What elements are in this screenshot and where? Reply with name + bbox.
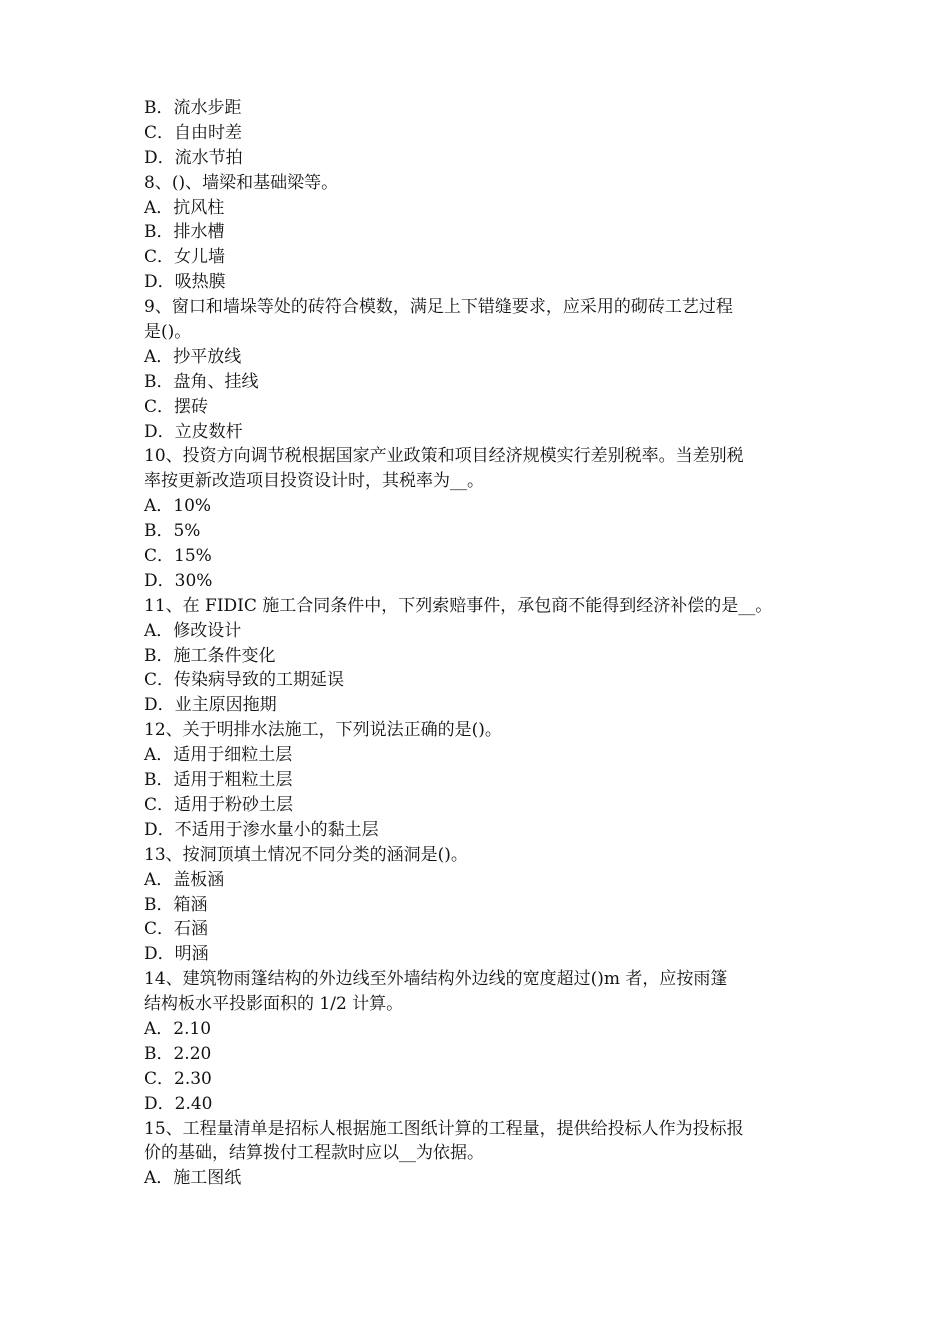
- option-line: D．吸热膜: [144, 272, 226, 293]
- option-line: A．10%: [144, 496, 212, 517]
- option-line: A．适用于细粒土层: [144, 745, 293, 766]
- option-line: C．2.30: [144, 1068, 212, 1089]
- question-10-stem-cont: 率按更新改造项目投资设计时，其税率为__。: [144, 471, 484, 492]
- option-line: C．自由时差: [144, 122, 243, 143]
- option-line: B．5%: [144, 521, 201, 542]
- document-page: [144, 96, 814, 1191]
- option-line: D．30%: [144, 570, 213, 591]
- option-line: A．抄平放线: [144, 346, 242, 367]
- option-line: B．盘角、挂线: [144, 371, 259, 392]
- question-11-stem: 11、在 FIDIC 施工合同条件中，下列索赔事件，承包商不能得到经济补偿的是__。: [144, 595, 773, 616]
- option-line: B．排水槽: [144, 222, 225, 243]
- option-line: D．立皮数杆: [144, 421, 243, 442]
- question-13-stem: 13、按洞顶填土情况不同分类的涵洞是()。: [144, 844, 468, 865]
- option-line: B．适用于粗粒土层: [144, 770, 293, 791]
- option-line: C．石涵: [144, 919, 209, 940]
- question-8-stem: 8、()、墙梁和基础梁等。: [144, 172, 339, 193]
- option-line: D．明涵: [144, 944, 209, 965]
- question-14-stem-cont: 结构板水平投影面积的 1/2 计算。: [144, 994, 404, 1015]
- question-14-stem: 14、建筑物雨篷结构的外边线至外墙结构外边线的宽度超过()m 者，应按雨篷: [144, 969, 728, 990]
- question-15-stem: 15、工程量清单是招标人根据施工图纸计算的工程量，提供给投标人作为投标报: [144, 1118, 744, 1139]
- question-9-stem: 9、窗口和墙垛等处的砖符合模数，满足上下错缝要求，应采用的砌砖工艺过程: [144, 297, 733, 318]
- question-15-stem-cont: 价的基础，结算拨付工程款时应以__为依据。: [144, 1143, 484, 1164]
- option-line: B．施工条件变化: [144, 645, 276, 666]
- option-line: A．施工图纸: [144, 1168, 242, 1189]
- option-line: D．业主原因拖期: [144, 695, 277, 716]
- option-line: C．女儿墙: [144, 247, 226, 268]
- question-10-stem: 10、投资方向调节税根据国家产业政策和项目经济规模实行差别税率。当差别税: [144, 446, 744, 467]
- option-line: B．流水步距: [144, 98, 242, 118]
- question-12-stem: 12、关于明排水法施工，下列说法正确的是()。: [144, 720, 502, 741]
- option-line: A．2.10: [144, 1018, 212, 1039]
- option-line: D．流水节拍: [144, 147, 243, 168]
- option-line: B．箱涵: [144, 894, 208, 915]
- option-line: B．2.20: [144, 1043, 212, 1064]
- option-line: C．传染病导致的工期延误: [144, 670, 345, 691]
- option-line: A．抗风柱: [144, 197, 225, 218]
- question-9-stem-cont: 是()。: [144, 322, 192, 343]
- option-line: A．盖板涵: [144, 869, 225, 890]
- option-line: D．不适用于渗水量小的黏土层: [144, 819, 379, 840]
- option-line: D．2.40: [144, 1093, 213, 1114]
- option-line: C．15%: [144, 546, 212, 567]
- option-line: C．摆砖: [144, 396, 209, 417]
- option-line: A．修改设计: [144, 620, 242, 641]
- option-line: C．适用于粉砂土层: [144, 794, 294, 815]
